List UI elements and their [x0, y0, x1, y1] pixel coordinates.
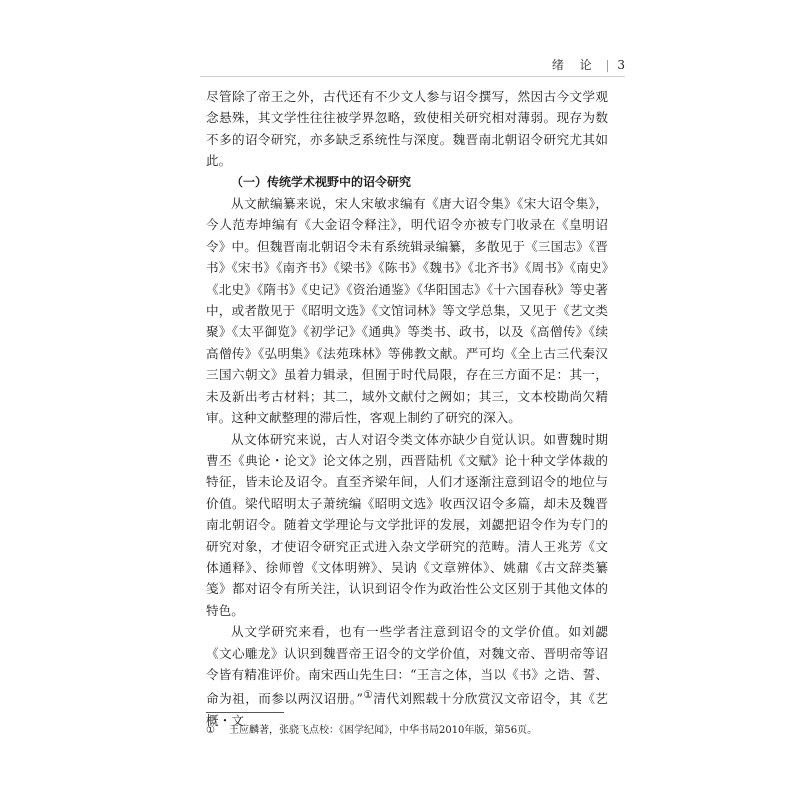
- page-number: 3: [617, 58, 625, 72]
- footnote-reference[interactable]: ①: [362, 689, 374, 702]
- chapter-title: 绪 论: [551, 58, 598, 72]
- footnote-rule: [206, 712, 284, 713]
- paragraph-genre: 从文体研究来说，古人对诏令类文体亦缺少自觉认识。如曹魏时期曹丕《典论・论文》论文体之别，西晋陆机《文赋》论十种文学体裁的特征，皆未论及诏令。直至齐梁年间，人们才逐渐注意到诏令的地位与价值。梁代昭明太子萧统编《昭明文选》收西汉诏令多篇，却未及魏晋南北朝诏令。随着文学理论与文学批评的发展，刘勰把诏令作为专门的研究对象，才使诏令研究正式进入杂文学研究的范畴。清人王兆芳《文体通释》、徐师曾《文体明辨》、吴讷《文章辨体》、姚鼐《古文辞类纂笺》都对诏令有所关注，认识到诏令作为政治性公文区别于其他文体的特色。: [206, 431, 608, 618]
- paragraph-continued: 尽管除了帝王之外，古代还有不少文人参与诏令撰写，然因古今文学观念悬殊，其文学性往往被学界忽略，致使相关研究相对薄弱。现存为数不多的诏令研究，亦多缺乏系统性与深度。魏晋南北朝诏令研究尤其如此。: [206, 89, 608, 169]
- running-header: [200, 56, 625, 73]
- header-rule: [200, 76, 625, 77]
- paragraph-literary-tail: 清代刘熙载十分欣赏汉文帝诏令，其《艺概・文: [206, 691, 609, 728]
- header-separator: |: [605, 58, 610, 72]
- paragraph-literary-main: 从文学研究来看，也有一些学者注意到诏令的文学价值。如刘勰《文心雕龙》认识到魏晋帝王诏令的文学价值，对魏文帝、晋明帝等诏令皆有精准评价。南宋西山先生曰：“王言之体，当以《书》之诰、誓、命为祖，而参以两汉诏册。”: [206, 624, 608, 707]
- paragraph-literature: 从文献编纂来说，宋人宋敏求编有《唐大诏令集》《宋大诏令集》，今人范寿坤编有《大金诏令释注》，明代诏令亦被专门收录在《皇明诏令》中。但魏晋南北朝诏令未有系统辑录编纂，多散见于《三国志》《晋书》《宋书》《南齐书》《梁书》《陈书》《魏书》《北齐书》《周书》《南史》《北史》《隋书》《史记》《资治通鉴》《华阳国志》《十六国春秋》等史著中，或者散见于《昭明文选》《文馆词林》等文学总集，又见于《艺文类聚》《太平御览》《初学记》《通典》等类书、政书，以及《高僧传》《续高僧传》《弘明集》《法苑珠林》等佛教文献。严可均《全上古三代秦汉三国六朝文》虽着力辑录，但囿于时代局限，存在三方面不足：其一，未及新出考古材料；其二，域外文献付之阙如；其三，文本校勘尚欠精审。这种文献整理的滞后性，客观上制约了研究的深入。: [206, 196, 608, 426]
- section-heading: （一）传统学术视野中的诏令研究: [231, 174, 412, 189]
- paragraph-literary-value: [206, 621, 608, 731]
- footnote-text: 王应麟著，张骁飞点校：《困学纪闻》，中华书局2010年版，第56页。: [228, 725, 538, 736]
- body-text: [206, 86, 608, 731]
- footnote: [206, 724, 608, 738]
- footnote-marker: ①: [206, 725, 215, 736]
